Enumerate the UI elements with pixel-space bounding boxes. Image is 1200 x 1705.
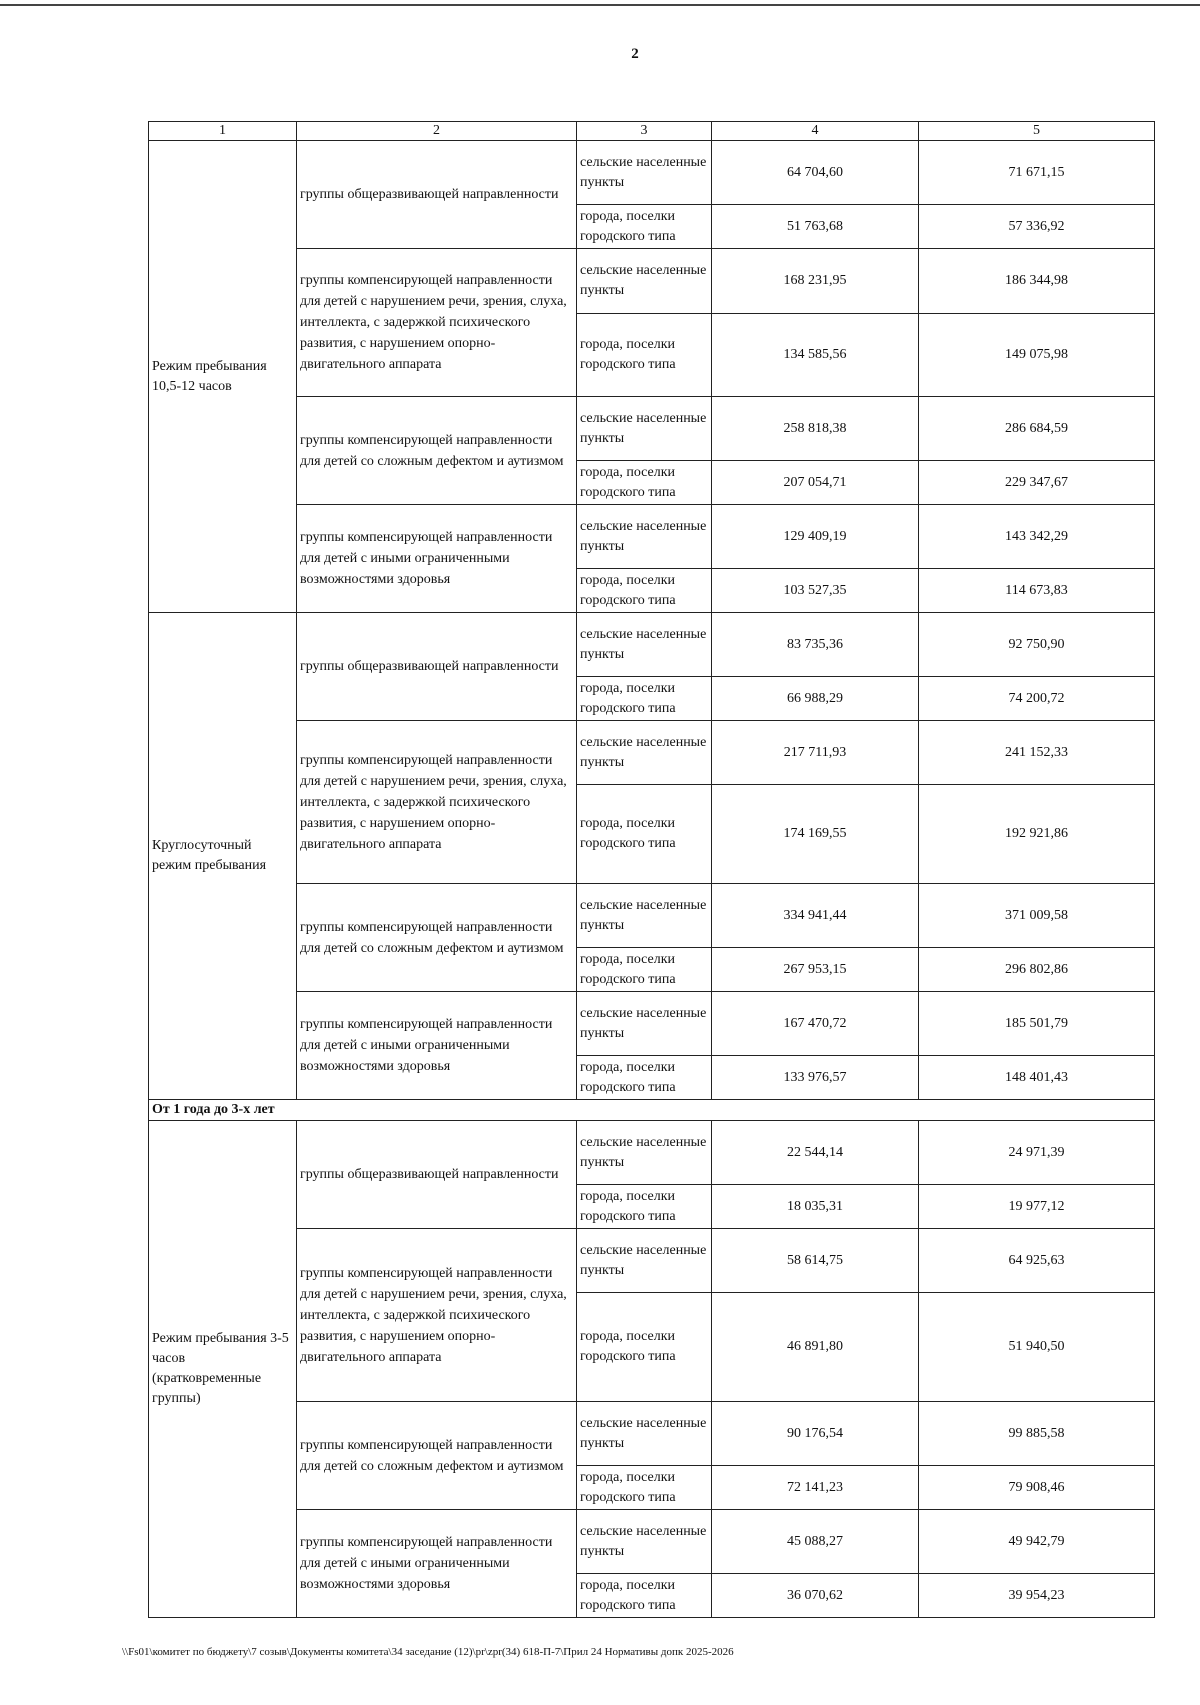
value-cell: 19 977,12 <box>919 1185 1155 1229</box>
col-header: 4 <box>712 122 919 141</box>
col-header: 2 <box>297 122 577 141</box>
value-cell: 174 169,55 <box>712 785 919 884</box>
group-cell: группы общеразвивающей направленности <box>297 613 577 721</box>
table-row <box>149 505 1155 569</box>
col-header: 1 <box>149 122 297 141</box>
value-cell: 57 336,92 <box>919 205 1155 249</box>
mode-cell: Режим пребывания 10,5-12 часов <box>149 141 297 613</box>
location-cell: сельские населенные пункты <box>577 249 712 314</box>
value-cell: 241 152,33 <box>919 721 1155 785</box>
footer-file-path: \\Fs01\комитет по бюджету\7 созыв\Документы комитета\34 заседание (12)\pr\zpr(34) 618-П-7\Прил 24 Нормативы допк 2025-2026 <box>122 1646 734 1658</box>
group-cell: группы компенсирующей направленности для детей со сложным дефектом и аутизмом <box>297 884 577 992</box>
value-cell: 45 088,27 <box>712 1510 919 1574</box>
table-row <box>149 1121 1155 1185</box>
value-cell: 258 818,38 <box>712 397 919 461</box>
value-cell: 64 925,63 <box>919 1229 1155 1293</box>
value-cell: 49 942,79 <box>919 1510 1155 1574</box>
value-cell: 24 971,39 <box>919 1121 1155 1185</box>
location-cell: города, поселки городского типа <box>577 205 712 249</box>
section-title: От 1 года до 3-х лет <box>149 1100 1155 1121</box>
location-cell: сельские населенные пункты <box>577 884 712 948</box>
location-cell: города, поселки городского типа <box>577 461 712 505</box>
value-cell: 334 941,44 <box>712 884 919 948</box>
location-cell: города, поселки городского типа <box>577 1466 712 1510</box>
group-cell: группы компенсирующей направленности для детей со сложным дефектом и аутизмом <box>297 397 577 505</box>
location-cell: сельские населенные пункты <box>577 1229 712 1293</box>
value-cell: 207 054,71 <box>712 461 919 505</box>
location-cell: города, поселки городского типа <box>577 1574 712 1618</box>
group-cell: группы компенсирующей направленности для детей с нарушением речи, зрения, слуха, интеллекта, с задержкой психического развития, с нарушением опорно-двигательного аппарата <box>297 721 577 884</box>
value-cell: 168 231,95 <box>712 249 919 314</box>
norms-table <box>148 121 1155 1618</box>
location-cell: сельские населенные пункты <box>577 397 712 461</box>
value-cell: 129 409,19 <box>712 505 919 569</box>
table-row <box>149 1229 1155 1293</box>
value-cell: 229 347,67 <box>919 461 1155 505</box>
col-header: 3 <box>577 122 712 141</box>
location-cell: сельские населенные пункты <box>577 613 712 677</box>
value-cell: 46 891,80 <box>712 1293 919 1402</box>
value-cell: 79 908,46 <box>919 1466 1155 1510</box>
value-cell: 286 684,59 <box>919 397 1155 461</box>
value-cell: 167 470,72 <box>712 992 919 1056</box>
location-cell: города, поселки городского типа <box>577 569 712 613</box>
location-cell: города, поселки городского типа <box>577 1185 712 1229</box>
group-cell: группы компенсирующей направленности для детей с иными ограниченными возможностями здоровья <box>297 505 577 613</box>
table-row <box>149 992 1155 1056</box>
value-cell: 133 976,57 <box>712 1056 919 1100</box>
value-cell: 296 802,86 <box>919 948 1155 992</box>
group-cell: группы компенсирующей направленности для детей с нарушением речи, зрения, слуха, интеллекта, с задержкой психического развития, с нарушением опорно-двигательного аппарата <box>297 249 577 397</box>
value-cell: 51 940,50 <box>919 1293 1155 1402</box>
value-cell: 148 401,43 <box>919 1056 1155 1100</box>
table-row <box>149 1510 1155 1574</box>
location-cell: сельские населенные пункты <box>577 1510 712 1574</box>
group-cell: группы компенсирующей направленности для детей с иными ограниченными возможностями здоровья <box>297 1510 577 1618</box>
value-cell: 92 750,90 <box>919 613 1155 677</box>
top-border-line <box>0 4 1200 6</box>
value-cell: 72 141,23 <box>712 1466 919 1510</box>
value-cell: 99 885,58 <box>919 1402 1155 1466</box>
location-cell: города, поселки городского типа <box>577 677 712 721</box>
value-cell: 58 614,75 <box>712 1229 919 1293</box>
location-cell: сельские населенные пункты <box>577 1121 712 1185</box>
location-cell: города, поселки городского типа <box>577 1056 712 1100</box>
location-cell: сельские населенные пункты <box>577 505 712 569</box>
mode-cell: Круглосуточный режим пребывания <box>149 613 297 1100</box>
value-cell: 74 200,72 <box>919 677 1155 721</box>
value-cell: 217 711,93 <box>712 721 919 785</box>
mode-cell: Режим пребывания 3-5 часов (кратковременные группы) <box>149 1121 297 1618</box>
value-cell: 66 988,29 <box>712 677 919 721</box>
table-row <box>149 397 1155 461</box>
table-row <box>149 1402 1155 1466</box>
table-row <box>149 721 1155 785</box>
value-cell: 143 342,29 <box>919 505 1155 569</box>
value-cell: 192 921,86 <box>919 785 1155 884</box>
location-cell: города, поселки городского типа <box>577 314 712 397</box>
value-cell: 149 075,98 <box>919 314 1155 397</box>
value-cell: 22 544,14 <box>712 1121 919 1185</box>
value-cell: 51 763,68 <box>712 205 919 249</box>
group-cell: группы компенсирующей направленности для детей со сложным дефектом и аутизмом <box>297 1402 577 1510</box>
location-cell: сельские населенные пункты <box>577 721 712 785</box>
value-cell: 185 501,79 <box>919 992 1155 1056</box>
page-number: 2 <box>631 46 639 62</box>
value-cell: 90 176,54 <box>712 1402 919 1466</box>
value-cell: 134 585,56 <box>712 314 919 397</box>
value-cell: 39 954,23 <box>919 1574 1155 1618</box>
location-cell: сельские населенные пункты <box>577 1402 712 1466</box>
group-cell: группы общеразвивающей направленности <box>297 1121 577 1229</box>
location-cell: города, поселки городского типа <box>577 785 712 884</box>
table-row <box>149 613 1155 677</box>
value-cell: 186 344,98 <box>919 249 1155 314</box>
group-cell: группы компенсирующей направленности для детей с нарушением речи, зрения, слуха, интеллекта, с задержкой психического развития, с нарушением опорно-двигательного аппарата <box>297 1229 577 1402</box>
table-row <box>149 249 1155 314</box>
table-row <box>149 884 1155 948</box>
value-cell: 83 735,36 <box>712 613 919 677</box>
col-header: 5 <box>919 122 1155 141</box>
value-cell: 18 035,31 <box>712 1185 919 1229</box>
location-cell: города, поселки городского типа <box>577 1293 712 1402</box>
section-row <box>149 1100 1155 1121</box>
group-cell: группы общеразвивающей направленности <box>297 141 577 249</box>
location-cell: города, поселки городского типа <box>577 948 712 992</box>
location-cell: сельские населенные пункты <box>577 141 712 205</box>
value-cell: 64 704,60 <box>712 141 919 205</box>
group-cell: группы компенсирующей направленности для детей с иными ограниченными возможностями здоровья <box>297 992 577 1100</box>
value-cell: 103 527,35 <box>712 569 919 613</box>
header-row <box>149 122 1155 141</box>
value-cell: 114 673,83 <box>919 569 1155 613</box>
value-cell: 36 070,62 <box>712 1574 919 1618</box>
location-cell: сельские населенные пункты <box>577 992 712 1056</box>
value-cell: 71 671,15 <box>919 141 1155 205</box>
table-row <box>149 141 1155 205</box>
value-cell: 371 009,58 <box>919 884 1155 948</box>
value-cell: 267 953,15 <box>712 948 919 992</box>
